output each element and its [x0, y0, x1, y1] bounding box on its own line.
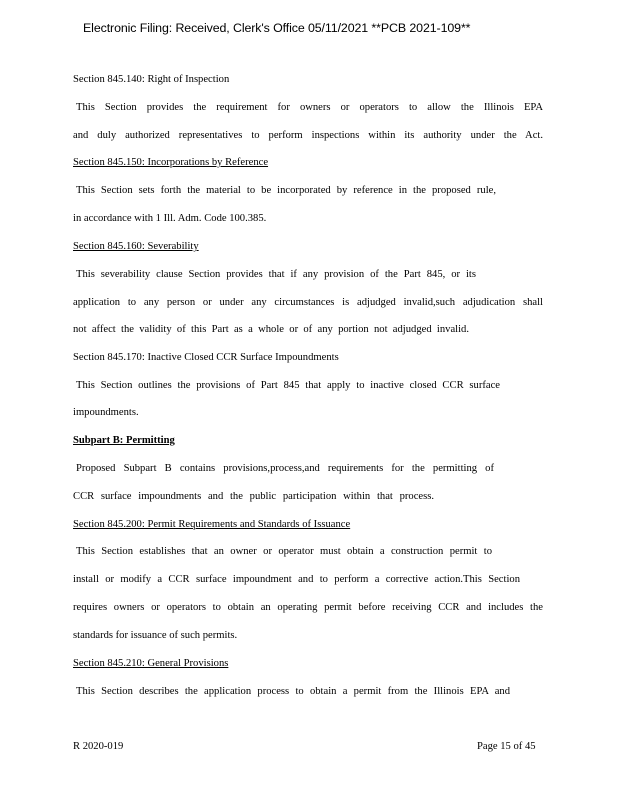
subpart-heading: Subpart B: Permitting — [73, 435, 175, 446]
paragraph-line: application to any person or under any circumstances is adjudged invalid,such adjudication shall — [73, 297, 543, 308]
section-heading-845-160: Section 845.160: Severability — [73, 241, 199, 252]
paragraph-line: and duly authorized representatives to perform inspections within its authority under the Act. — [73, 130, 543, 141]
paragraph-line: not affect the validity of this Part as a whole or of any portion not adjudged invalid. — [73, 324, 469, 335]
paragraph-line: This Section describes the application process to obtain a permit from the Illinois EPA and — [76, 686, 510, 697]
paragraph-line: standards for issuance of such permits. — [73, 630, 238, 641]
paragraph-line: This severability clause Section provides that if any provision of the Part 845, or its — [76, 269, 476, 280]
paragraph-line: This Section sets forth the material to be incorporated by reference in the proposed rule, — [76, 185, 496, 196]
section-heading-845-210: Section 845.210: General Provisions — [73, 658, 229, 669]
section-heading-845-150: Section 845.150: Incorporations by Reference — [73, 157, 269, 168]
paragraph-line: Proposed Subpart B contains provisions,process,and requirements for the permitting of — [76, 463, 494, 474]
paragraph-line: This Section establishes that an owner or operator must obtain a construction permit to — [76, 546, 492, 557]
paragraph-line: in accordance with 1 Ill. Adm. Code 100.385. — [73, 213, 267, 224]
paragraph-line: CCR surface impoundments and the public participation within that process. — [73, 491, 434, 502]
paragraph-line: requires owners or operators to obtain an operating permit before receiving CCR and includes the — [73, 602, 543, 613]
filing-stamp: Electronic Filing: Received, Clerk's Office 05/11/2021 **PCB 2021-109** — [83, 21, 471, 35]
paragraph-line: This Section outlines the provisions of Part 845 that apply to inactive closed CCR surface — [76, 380, 500, 391]
paragraph-line: This Section provides the requirement for owners or operators to allow the Illinois EPA — [76, 102, 543, 113]
footer-page-number: Page 15 of 45 — [477, 741, 536, 752]
footer-docket: R 2020-019 — [73, 741, 124, 752]
section-heading-845-200: Section 845.200: Permit Requirements and Standards of Issuance — [73, 519, 351, 530]
section-heading-845-170: Section 845.170: Inactive Closed CCR Surface Impoundments — [73, 352, 339, 363]
section-heading-845-140: Section 845.140: Right of Inspection — [73, 74, 230, 85]
paragraph-line: impoundments. — [73, 407, 139, 418]
paragraph-line: install or modify a CCR surface impoundment and to perform a corrective action.This Section — [73, 574, 520, 585]
